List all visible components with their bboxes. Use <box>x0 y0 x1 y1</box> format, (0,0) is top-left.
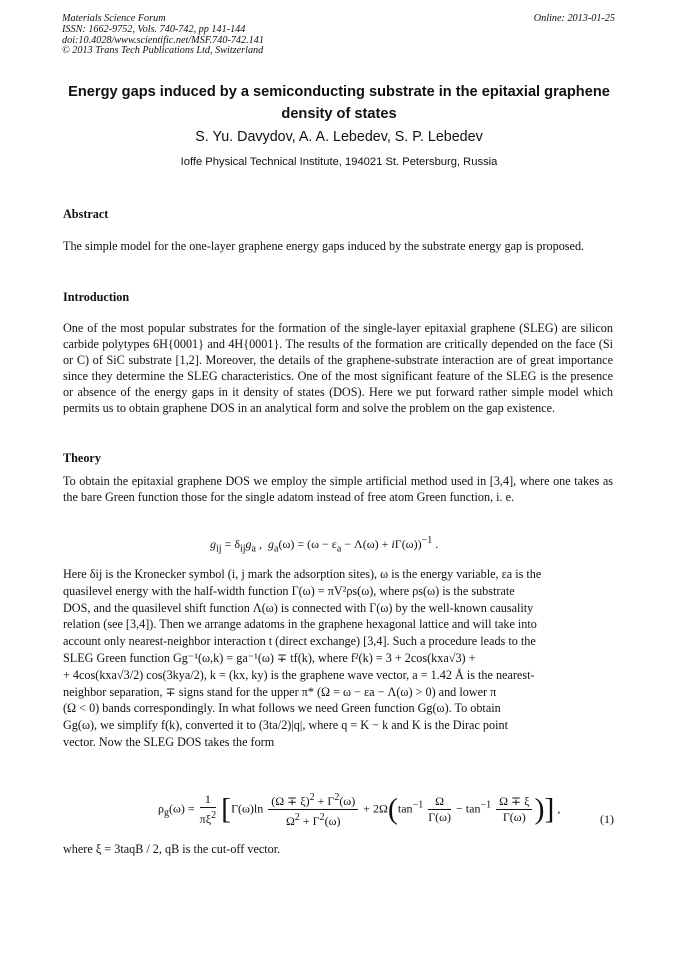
theory-line: SLEG Green function Gg⁻¹(ω,k) = ga⁻¹(ω) ∓ tf(k), where f²(k) = 3 + 2cos(kxa√3) + <box>63 650 476 665</box>
cutoff-text: where ξ = 3taqB / 2, qB is the cut-off vector. <box>63 842 281 856</box>
theory-line: relation (see [3,4]). Then we arrange adatoms in the graphene hexagonal lattice and will take into <box>63 617 537 632</box>
introduction-text: One of the most popular substrates for the formation of the single-layer epitaxial graphene (SLEG) are silicon carbide polytypes 6H{0001} and 4H{0001}. The results of the formation are critically depended on the face (Si or C) of SiC substrate [1,2]. Moreover, the details of the graphene-substrate interaction are of great importance since they determine the SLEG characteristics. One of the most significant feature of the SLEG is the presence or absence of the energy gaps in it density of states (DOS). Here we put forward rather simple model which permits us to obtain graphene DOS in an analytical form and solve the problem on the gap existence. <box>63 321 613 415</box>
theory-heading: Theory <box>63 451 101 465</box>
theory-body <box>63 566 613 751</box>
paper-authors: S. Yu. Davydov, A. A. Lebedev, S. P. Lebedev <box>195 129 483 145</box>
theory-line: Gg(ω), we simplify f(k), converted it to (3ta/2)|q|, where q = K − k and K is the Dirac point <box>63 718 508 733</box>
theory-line: vector. Now the SLEG DOS takes the form <box>63 734 275 749</box>
theory-intro-text: To obtain the epitaxial graphene DOS we employ the simple artificial method used in [3,4], where one takes as the bare Green function those for the single adatom instead of free atom Green function, i. e. <box>63 474 613 504</box>
theory-line: account only nearest-neighbor interaction t (direct exchange) [3,4]. Such a procedure leads to the <box>63 634 536 649</box>
journal-doi: doi:10.4028/www.scientific.net/MSF.740-742.141 <box>62 34 264 46</box>
green-function-equation: $g_{ij} = \delta_{ij}g_a$ , $g_a(\omega) = (\omega - \varepsilon_a - \Lambda(\omega) + i\Gamma(\omega))^{-1}$ . <box>210 535 439 555</box>
journal-name: Materials Science Forum <box>62 13 166 24</box>
theory-line: quasilevel energy with the half-width function Γ(ω) = πV²ρs(ω), where ρs(ω) is the substrate <box>63 583 515 598</box>
equation-number: (1) <box>600 812 614 826</box>
abstract-heading: Abstract <box>63 207 109 221</box>
theory-line: + 4cos(kxa√3/2) cos(3kya/2), k = (kx, ky) is the graphene wave vector, a = 1.42 Å is the nearest- <box>63 667 535 682</box>
online-date: Online: 2013-01-25 <box>533 13 615 24</box>
abstract-text: The simple model for the one-layer graphene energy gaps induced by the substrate energy gap is proposed. <box>63 239 585 253</box>
dos-equation: $\rho_g(\omega)$ = $\frac{1}{\pi\xi^2}$ [Γ(ω)ln $\frac{(\Omega \mp \xi)^2 + \Gamma^2(\omega)}{\Omega^2 + \Gamma^2(\omega)}$ + $2\Omega(\tan^{-1}$ $\frac{\Omega}{\Gamma(\omega)}$ − $\tan^{-1}$ $\frac{\Omega \mp \xi}{\Gamma(\omega)}$ )] , <box>158 792 561 828</box>
theory-line: (Ω < 0) bands correspondingly. In what follows we need Green function Gg(ω). To obtain <box>63 701 501 716</box>
journal-copyright: © 2013 Trans Tech Publications Ltd, Switzerland <box>62 45 264 57</box>
paper-title: Energy gaps induced by a semiconducting substrate in the epitaxial graphene density of states <box>68 84 610 122</box>
journal-header <box>62 14 264 57</box>
theory-line: neighbor separation, ∓ signs stand for the upper π* (Ω = ω − εa − Λ(ω) > 0) and lower π <box>63 684 497 699</box>
theory-line: DOS, and the quasilevel shift function Λ(ω) is connected with Γ(ω) by the well-known causality <box>63 600 534 615</box>
paper-affiliation: Ioffe Physical Technical Institute, 194021 St. Petersburg, Russia <box>180 156 498 168</box>
journal-issn: ISSN: 1662-9752, Vols. 740-742, pp 141-144 <box>62 23 246 35</box>
theory-line: Here δij is the Kronecker symbol (i, j mark the adsorption sites), ω is the energy variable, εa is the <box>63 567 542 581</box>
introduction-heading: Introduction <box>63 290 130 304</box>
